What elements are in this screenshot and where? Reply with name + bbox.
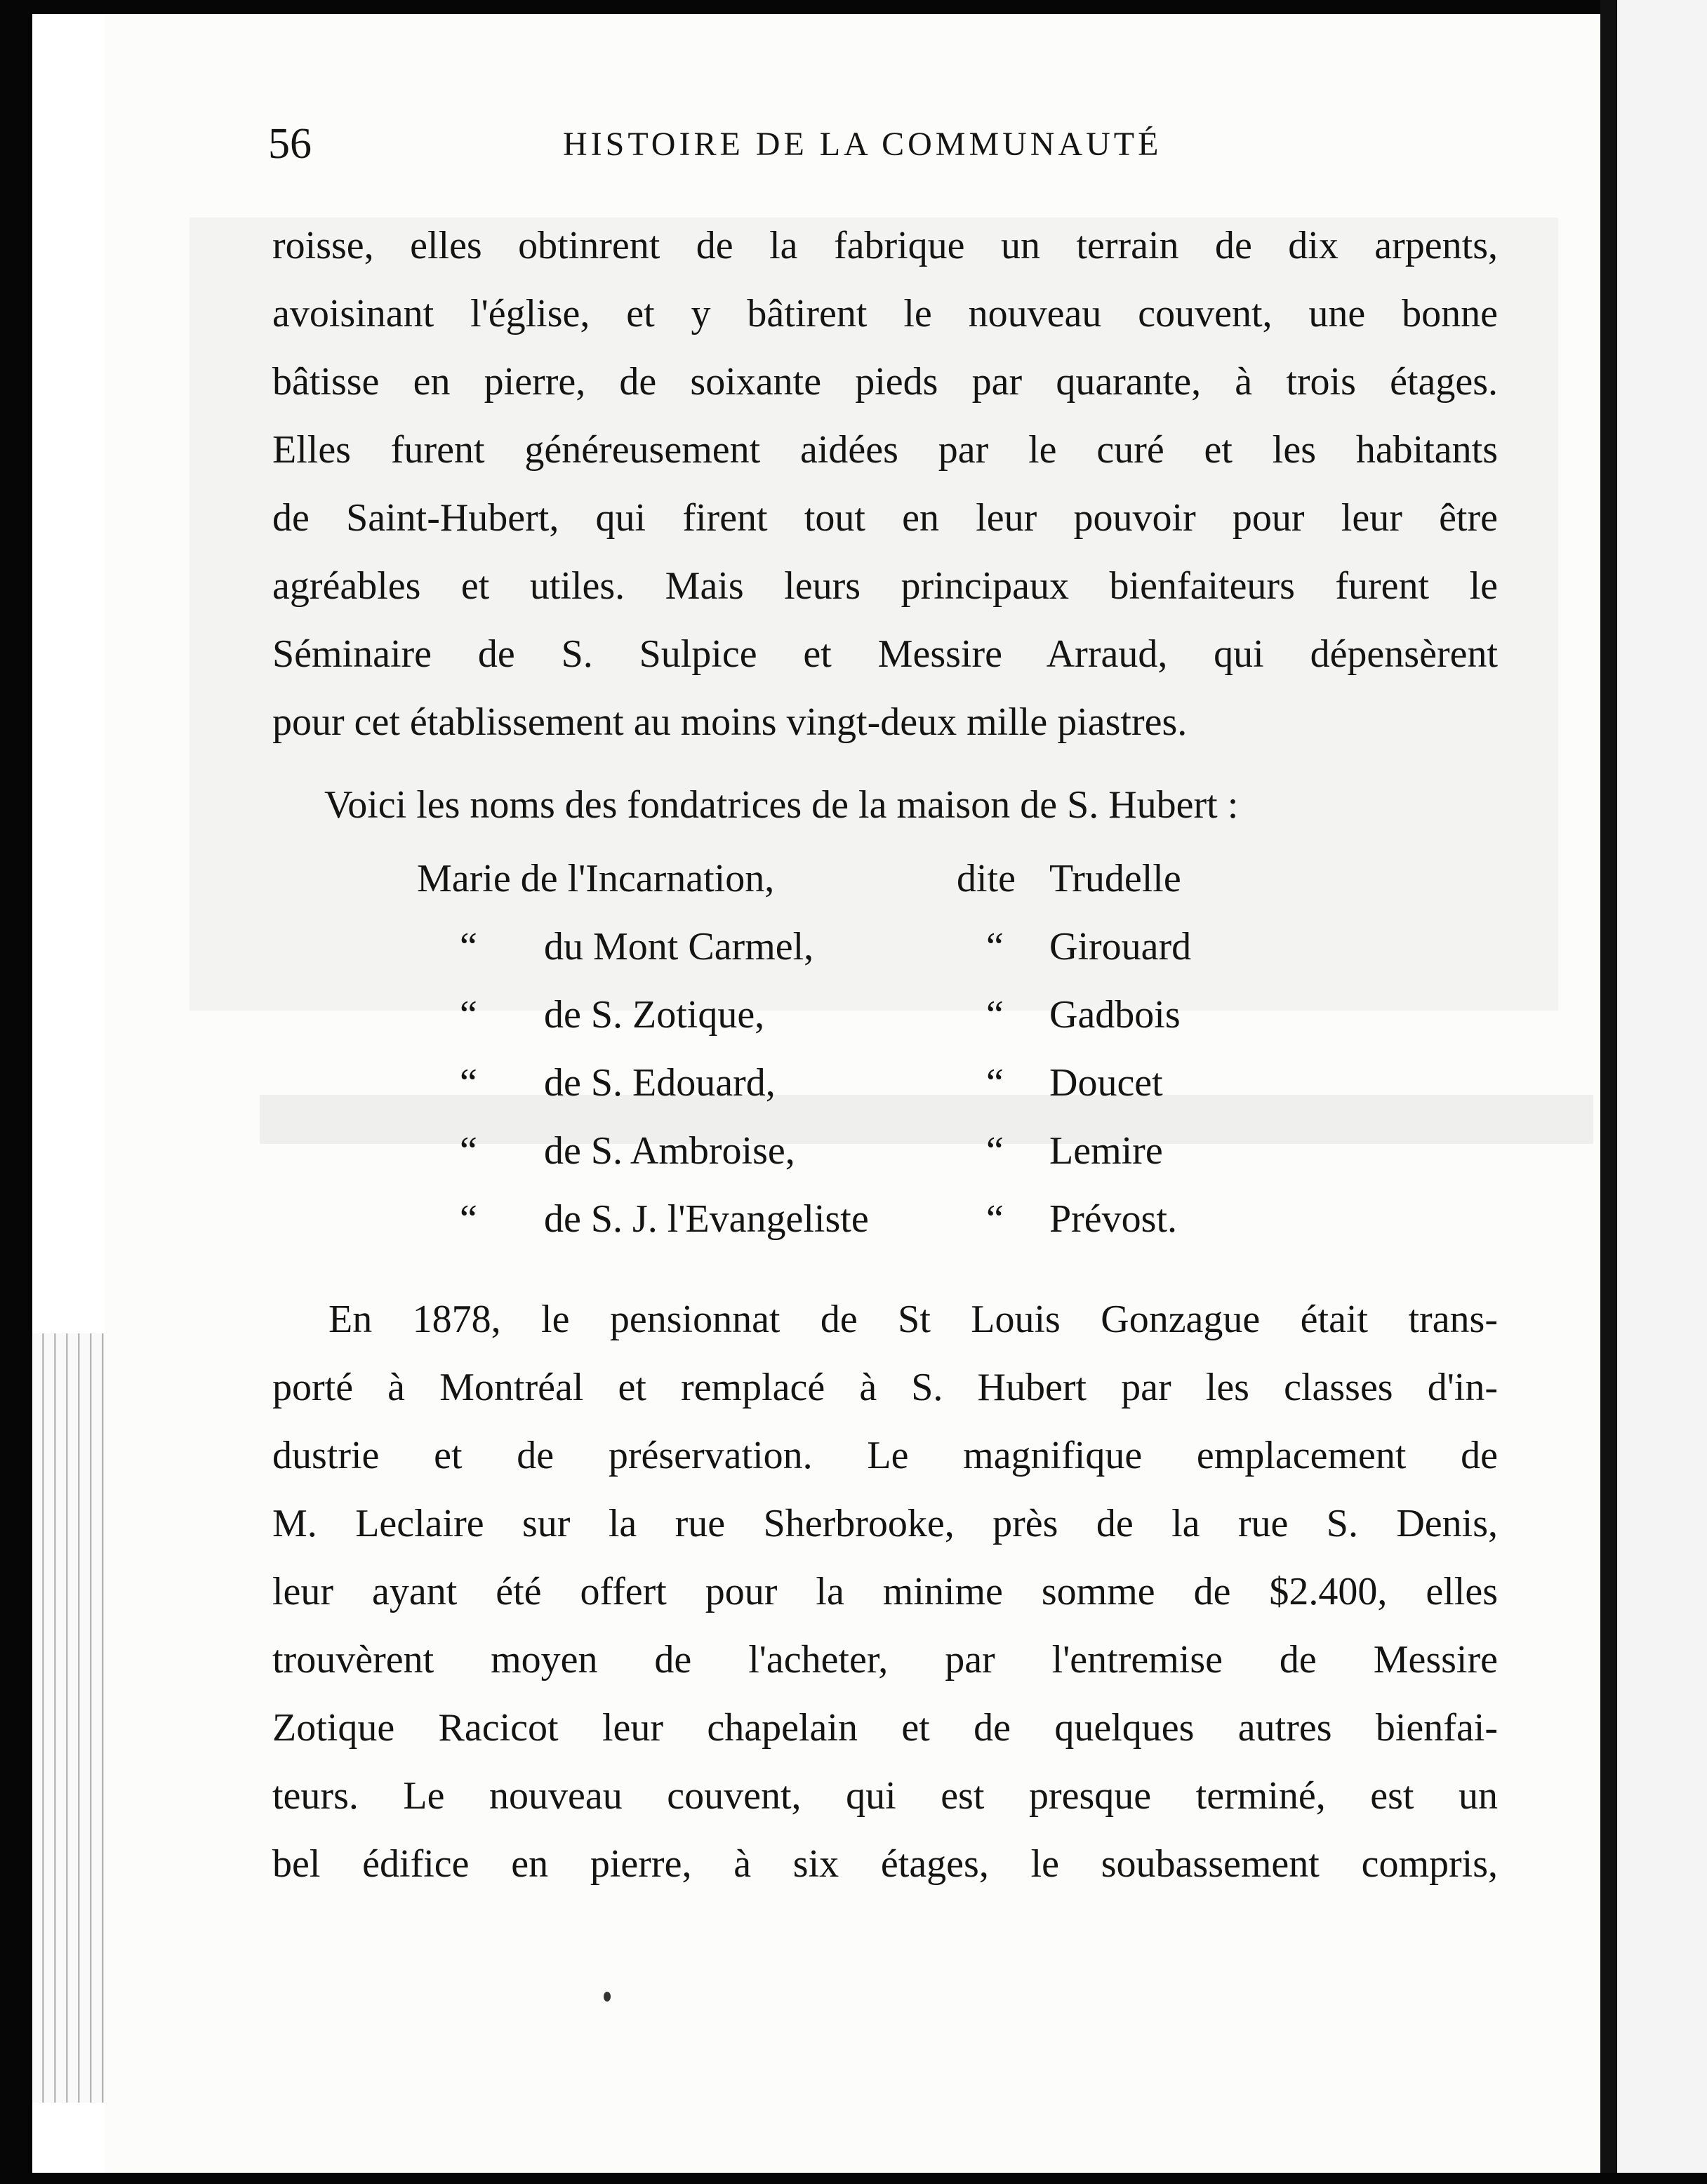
ditto-mark: “ (460, 1061, 477, 1105)
founder-surname: Gadbois (1049, 993, 1181, 1037)
text-line: Zotique Racicot leur chapelain et de quelques autres bienfai- (272, 1706, 1498, 1750)
founder-name: de S. Edouard, (544, 1061, 776, 1105)
founders-list (0, 856, 1707, 1265)
text-line: de Saint-Hubert, qui firent tout en leur pouvoir pour leur être (272, 496, 1498, 540)
text-line: M. Leclaire sur la rue Sherbrooke, près de la rue S. Denis, (272, 1502, 1498, 1545)
text-line: bâtisse en pierre, de soixante pieds par quarante, à trois étages. (272, 360, 1498, 404)
running-title: HISTOIRE DE LA COMMUNAUTÉ (563, 126, 1162, 163)
ditto-mark: “ (986, 1061, 1004, 1105)
ditto-mark: “ (460, 1197, 477, 1241)
founder-name: de S. J. l'Evangeliste (544, 1197, 869, 1241)
text-line: leur ayant été offert pour la minime somme de $2.400, elles (272, 1570, 1498, 1613)
founder-name: de S. Zotique, (544, 993, 765, 1037)
text-line: bel édifice en pierre, à six étages, le soubassement compris, (272, 1842, 1498, 1886)
text-line: pour cet établissement au moins vingt-deux mille piastres. (272, 700, 1188, 744)
founder-row (0, 1128, 1707, 1197)
page-edges (32, 1333, 109, 2103)
text-line: dustrie et de préservation. Le magnifique emplacement de (272, 1434, 1498, 1477)
founder-surname: Doucet (1049, 1061, 1163, 1105)
ditto-mark: “ (460, 925, 477, 968)
page-number: 56 (268, 120, 312, 168)
founder-surname: Prévost. (1049, 1197, 1177, 1241)
founder-name: de S. Ambroise, (544, 1129, 795, 1173)
text-line: teurs. Le nouveau couvent, qui est presque terminé, est un (272, 1774, 1498, 1818)
ditto-mark: “ (986, 1197, 1004, 1241)
founder-name: du Mont Carmel, (544, 925, 814, 968)
founder-row (0, 992, 1707, 1060)
founder-dite: dite (957, 857, 1016, 900)
founder-row (0, 924, 1707, 992)
ditto-mark: “ (986, 993, 1004, 1037)
scan-border-bottom (0, 2173, 1707, 2184)
text-line: trouvèrent moyen de l'acheter, par l'entremise de Messire (272, 1638, 1498, 1682)
text-line: agréables et utiles. Mais leurs principaux bienfaiteurs furent le (272, 564, 1498, 608)
text-line: avoisinant l'église, et y bâtirent le nouveau couvent, une bonne (272, 292, 1498, 335)
founders-intro: Voici les noms des fondatrices de la maison de S. Hubert : (324, 783, 1239, 827)
ditto-mark: “ (460, 1129, 477, 1173)
paragraph-2 (272, 1286, 1498, 1898)
text-line: En 1878, le pensionnat de St Louis Gonzague était trans- (328, 1298, 1498, 1341)
founder-surname: Lemire (1049, 1129, 1163, 1173)
founder-row (0, 1197, 1707, 1265)
founder-surname: Trudelle (1049, 857, 1181, 900)
ink-speck (604, 1992, 611, 2002)
ditto-mark: “ (986, 1129, 1004, 1173)
text-line: Séminaire de S. Sulpice et Messire Arraud, qui dépensèrent (272, 632, 1498, 676)
founder-surname: Girouard (1049, 925, 1192, 968)
text-line: roisse, elles obtinrent de la fabrique un terrain de dix arpents, (272, 224, 1498, 267)
scan-border-top (0, 0, 1707, 14)
founder-name: Marie de l'Incarnation, (417, 857, 775, 900)
founder-row (0, 856, 1707, 924)
text-line: porté à Montréal et remplacé à S. Hubert par les classes d'in- (272, 1366, 1498, 1409)
running-head (268, 119, 1602, 175)
paragraph-1 (272, 212, 1498, 757)
ditto-mark: “ (460, 993, 477, 1037)
text-line: Elles furent généreusement aidées par le curé et les habitants (272, 428, 1498, 472)
ditto-mark: “ (986, 925, 1004, 968)
founder-row (0, 1060, 1707, 1128)
